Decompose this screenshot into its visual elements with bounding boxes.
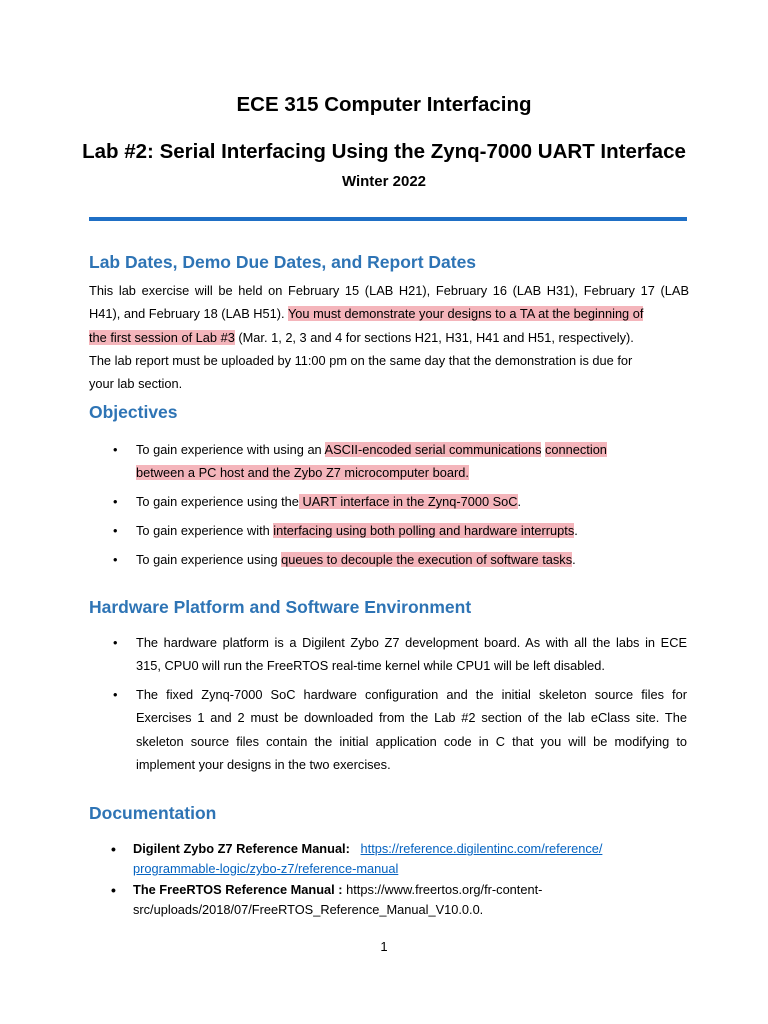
bullet-icon: • xyxy=(111,882,116,898)
lab-dates-line-3 xyxy=(89,326,689,349)
bullet-icon: • xyxy=(113,635,118,650)
lab-dates-text: H41), and February 18 (LAB H51). xyxy=(89,306,288,322)
highlight-uart: UART interface in the Zynq-7000 SoC xyxy=(298,494,518,509)
bullet-icon: • xyxy=(113,552,118,567)
zybo-manual-link-cont[interactable]: programmable-logic/zybo-z7/reference-manual xyxy=(133,861,399,876)
bullet-icon: • xyxy=(113,442,118,457)
bullet-icon: • xyxy=(111,841,116,857)
highlight-lab3-session: the first session of Lab #3 xyxy=(89,329,235,345)
highlight-pc-zybo: between a PC host and the Zybo Z7 microcomputer board. xyxy=(136,465,469,481)
lab-dates-line-1: This lab exercise will be held on February 15 (LAB H21), February 16 (LAB H31), February 17 (LAB xyxy=(89,283,689,298)
lab-dates-line-5: your lab section. xyxy=(89,376,183,392)
hardware-heading: Hardware Platform and Software Environment xyxy=(89,597,472,617)
freertos-url: https://www.freertos.org/fr-content- xyxy=(342,882,543,897)
highlight-demo-requirement: You must demonstrate your designs to a TA at the beginning of xyxy=(287,306,644,322)
objective-item-4: To gain experience using queues to decouple the execution of software tasks. xyxy=(136,552,576,567)
hardware-item-1: The hardware platform is a Digilent Zybo Z7 development board. As with all the labs in ECE 315, CPU0 will run the FreeRTOS real-time kernel while CPU1 will be left disabled. xyxy=(136,635,687,674)
bullet-icon: • xyxy=(113,687,118,702)
objective-item-2: To gain experience using the UART interface in the Zynq-7000 SoC. xyxy=(136,494,522,509)
lab-dates-heading: Lab Dates, Demo Due Dates, and Report Dates xyxy=(89,252,477,272)
highlight-connection: connection xyxy=(545,442,607,457)
doc-label-freertos: The FreeRTOS Reference Manual : xyxy=(133,882,343,897)
highlight-polling-interrupts: interfacing using both polling and hardware interrupts xyxy=(273,523,575,538)
objective-item-3: To gain experience with interfacing using both polling and hardware interrupts. xyxy=(136,523,578,538)
highlight-ascii-serial: ASCII-encoded serial communications xyxy=(324,442,542,457)
term-subtitle: Winter 2022 xyxy=(341,173,427,190)
documentation-heading: Documentation xyxy=(89,803,217,823)
objectives-heading: Objectives xyxy=(89,402,178,422)
bullet-icon: • xyxy=(113,494,118,509)
freertos-url-cont: src/uploads/2018/07/FreeRTOS_Reference_Manual_V10.0.0. xyxy=(133,902,484,917)
highlight-queues: queues to decouple the execution of software tasks xyxy=(281,552,573,567)
hardware-item-2: The fixed Zynq-7000 SoC hardware configuration and the initial skeleton source files for Exercises 1 and 2 must be downloaded from the Lab #2 section of the lab eClass site. The skeleton source files contain the initial application code in C that you will be modifying to implement your designs in the two exercises. xyxy=(136,687,687,772)
lab-dates-line-4: The lab report must be uploaded by 11:00 pm on the same day that the demonstration is due for xyxy=(89,352,633,368)
lab-dates-line-2 xyxy=(89,302,689,325)
objective-item-1 xyxy=(136,438,687,485)
objective-text: To gain experience with using an xyxy=(136,442,325,457)
course-title: ECE 315 Computer Interfacing xyxy=(236,93,532,116)
doc-item-zybo-manual xyxy=(133,839,693,879)
title-divider xyxy=(89,217,687,221)
page-number: 1 xyxy=(380,939,388,954)
zybo-manual-link[interactable]: https://reference.digilentinc.com/reference/ xyxy=(360,841,603,856)
doc-item-freertos-manual xyxy=(133,880,693,920)
lab-dates-text: (Mar. 1, 2, 3 and 4 for sections H21, H31, H41 and H51, respectively). xyxy=(234,329,634,345)
lab-dates-paragraph xyxy=(89,279,689,395)
bullet-icon: • xyxy=(113,523,118,538)
lab-title: Lab #2: Serial Interfacing Using the Zynq-7000 UART Interface xyxy=(82,140,686,163)
doc-label-zybo: Digilent Zybo Z7 Reference Manual: xyxy=(133,841,350,856)
